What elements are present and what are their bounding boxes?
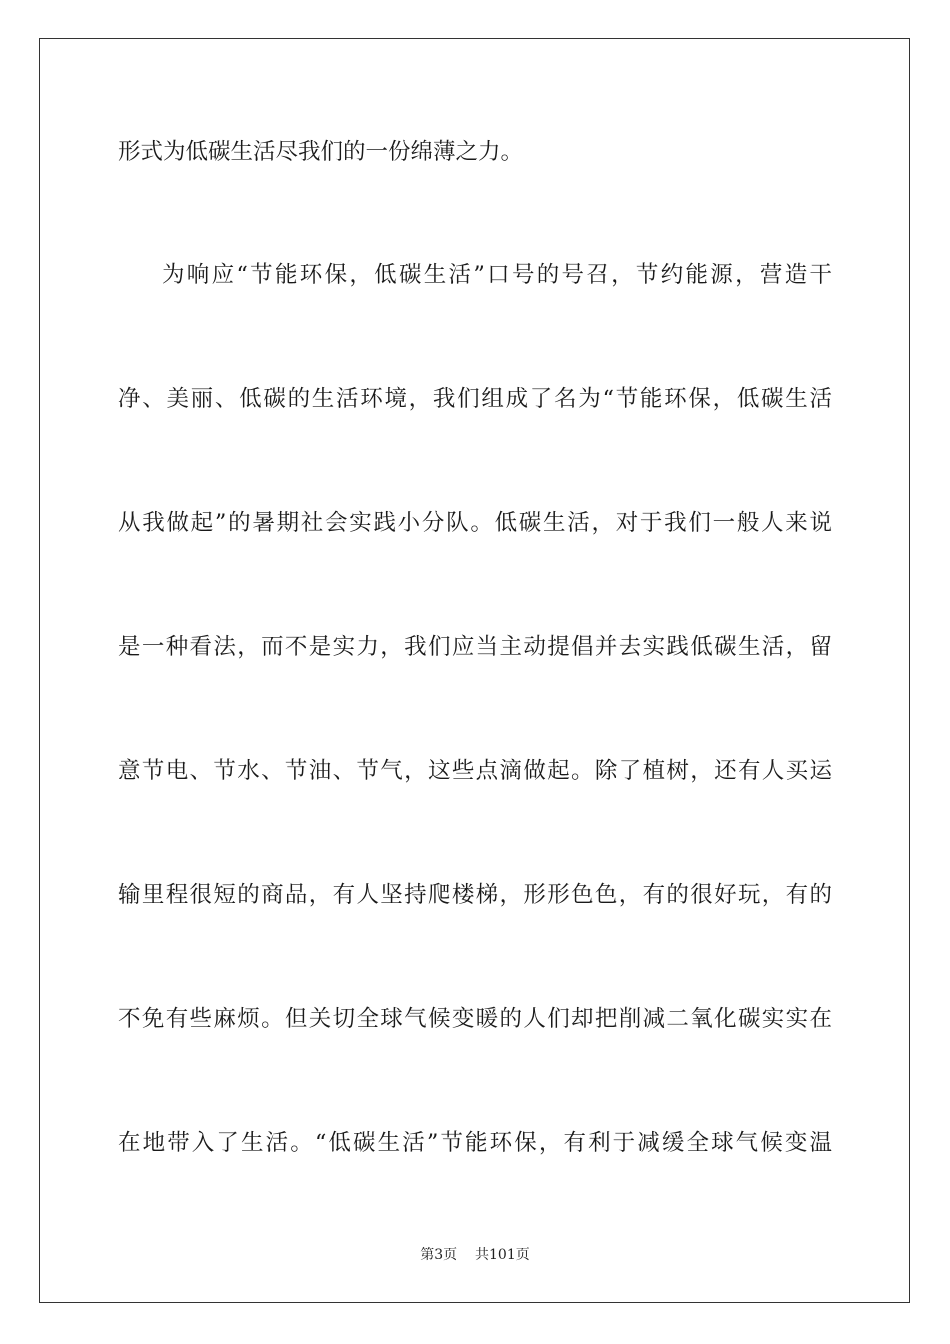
paragraph-line-4: 从我做起”的暑期社会实践小分队。低碳生活，对于我们一般人来说 bbox=[118, 510, 832, 536]
page-border bbox=[39, 38, 910, 1303]
paragraph-line-1: 形式为低碳生活尽我们的一份绵薄之力。 bbox=[118, 139, 524, 165]
paragraph-line-3: 净、美丽、低碳的生活环境，我们组成了名为“节能环保，低碳生活 bbox=[118, 386, 832, 412]
paragraph-line-8: 不免有些麻烦。但关切全球气候变暖的人们却把削减二氧化碳实实在 bbox=[118, 1006, 832, 1032]
page-footer bbox=[0, 1246, 950, 1264]
page-total: 共101页 bbox=[475, 1247, 530, 1263]
paragraph-line-9: 在地带入了生活。“低碳生活”节能环保，有利于减缓全球气候变温 bbox=[118, 1130, 832, 1156]
paragraph-line-5: 是一种看法，而不是实力，我们应当主动提倡并去实践低碳生活，留 bbox=[118, 634, 832, 660]
paragraph-line-2: 为响应“节能环保，低碳生活”口号的号召，节约能源，营造干 bbox=[162, 262, 832, 288]
page-number: 第3页 bbox=[420, 1247, 458, 1263]
paragraph-line-6: 意节电、节水、节油、节气，这些点滴做起。除了植树，还有人买运 bbox=[118, 758, 832, 784]
paragraph-line-7: 输里程很短的商品，有人坚持爬楼梯，形形色色，有的很好玩，有的 bbox=[118, 882, 832, 908]
